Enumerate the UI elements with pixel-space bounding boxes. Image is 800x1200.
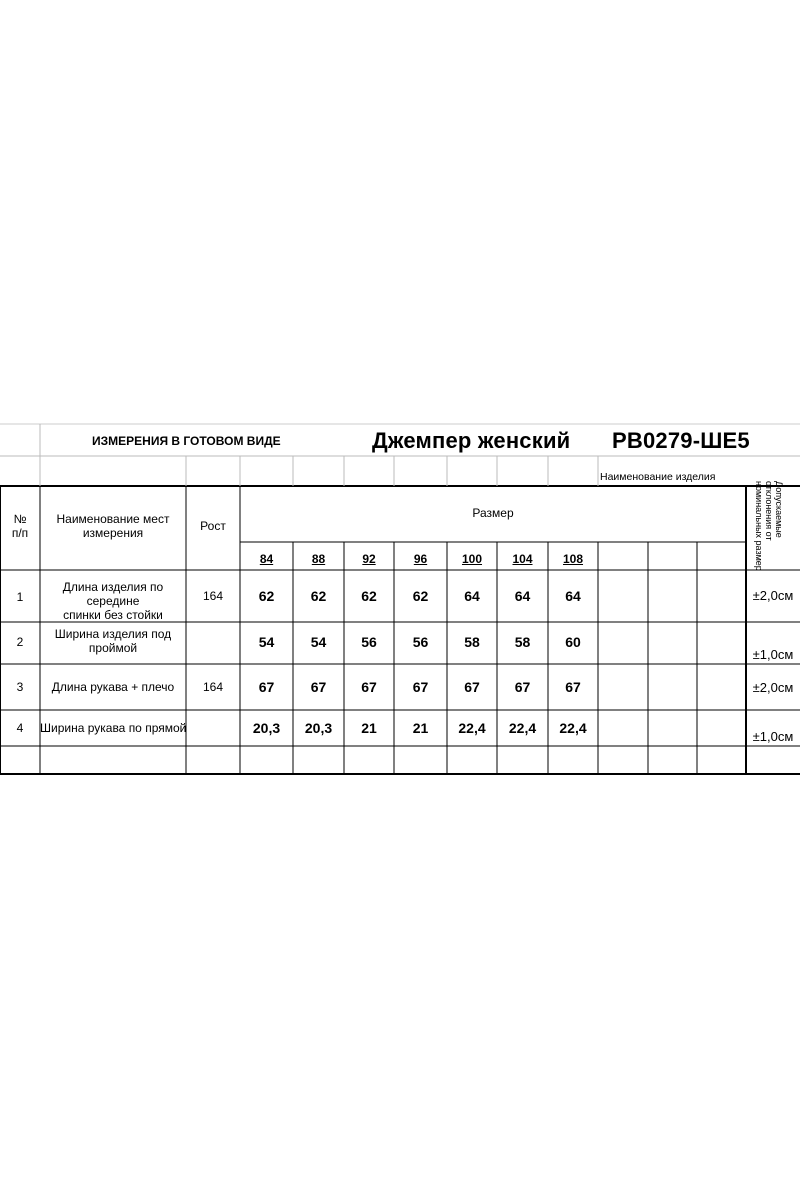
- column-height-header: Рост: [200, 519, 226, 533]
- row-3-value-108: 67: [565, 679, 581, 695]
- row-4-value-100: 22,4: [458, 720, 486, 736]
- row-4-value-96: 21: [412, 720, 429, 736]
- row-3-value-88: 67: [310, 679, 327, 695]
- row-4-value-84: 20,3: [252, 720, 281, 736]
- row-1-height: 164: [202, 589, 224, 603]
- row-2-value-84: 54: [258, 634, 275, 650]
- row-2-value-88: 54: [310, 634, 327, 650]
- size-104: 104: [512, 552, 533, 566]
- row-3-value-92: 67: [361, 679, 377, 695]
- row-2-value-104: 58: [514, 634, 531, 650]
- row-3-name: Длина рукава + плечо: [51, 680, 175, 694]
- size-84: 84: [259, 552, 274, 566]
- row-1-value-104: 64: [514, 588, 531, 604]
- row-4-value-88: 20,3: [304, 720, 333, 736]
- row-3-value-96: 67: [412, 679, 429, 695]
- row-4-value-104: 22,4: [508, 720, 537, 736]
- size-96: 96: [413, 552, 428, 566]
- row-4-value-92: 21: [361, 720, 377, 736]
- row-1-value-108: 64: [565, 588, 581, 604]
- row-4-name: Ширина рукава по прямой: [40, 721, 187, 735]
- row-2-tolerance: ±1,0см: [752, 647, 794, 662]
- column-measure-header: Наименование мест измерения: [56, 512, 170, 540]
- row-3-height: 164: [202, 680, 224, 694]
- row-1-value-100: 64: [464, 588, 480, 604]
- row-1-name: Длина изделия по середине спинки без стойки: [62, 580, 164, 622]
- row-2-name: Ширина изделия под проймой: [54, 627, 172, 655]
- column-number-header: № п/п: [11, 512, 29, 540]
- row-3-tolerance: ±2,0см: [752, 680, 794, 695]
- size-group-header: Размер: [472, 506, 514, 520]
- product-label: Наименование изделия: [600, 471, 716, 483]
- row-1-value-96: 62: [412, 588, 429, 604]
- row-1-tolerance: ±2,0см: [752, 588, 794, 603]
- row-2-value-92: 56: [361, 634, 377, 650]
- row-3-value-100: 67: [464, 679, 480, 695]
- size-88: 88: [311, 552, 326, 566]
- product-name: Джемпер женский: [372, 428, 571, 453]
- row-2-value-100: 58: [464, 634, 480, 650]
- row-2-number: 2: [16, 635, 24, 649]
- row-3-value-84: 67: [258, 679, 275, 695]
- product-article: РВ0279-ШЕ5: [612, 428, 750, 453]
- row-1-value-88: 62: [310, 588, 327, 604]
- size-100: 100: [461, 552, 483, 566]
- row-4-value-108: 22,4: [559, 720, 587, 736]
- tolerance-header: Допускаемые отклонения от номинальных размер: [754, 481, 784, 571]
- row-1-value-92: 62: [361, 588, 377, 604]
- row-4-number: 4: [16, 721, 24, 735]
- size-92: 92: [362, 552, 376, 566]
- row-2-value-96: 56: [412, 634, 429, 650]
- size-108: 108: [562, 552, 584, 566]
- row-3-value-104: 67: [514, 679, 531, 695]
- row-2-value-108: 60: [565, 634, 581, 650]
- row-4-tolerance: ±1,0см: [752, 729, 794, 744]
- row-1-value-84: 62: [258, 588, 275, 604]
- row-3-number: 3: [16, 680, 24, 694]
- sheet-caption: ИЗМЕРЕНИЯ В ГОТОВОМ ВИДЕ: [92, 434, 281, 448]
- row-1-number: 1: [16, 590, 24, 604]
